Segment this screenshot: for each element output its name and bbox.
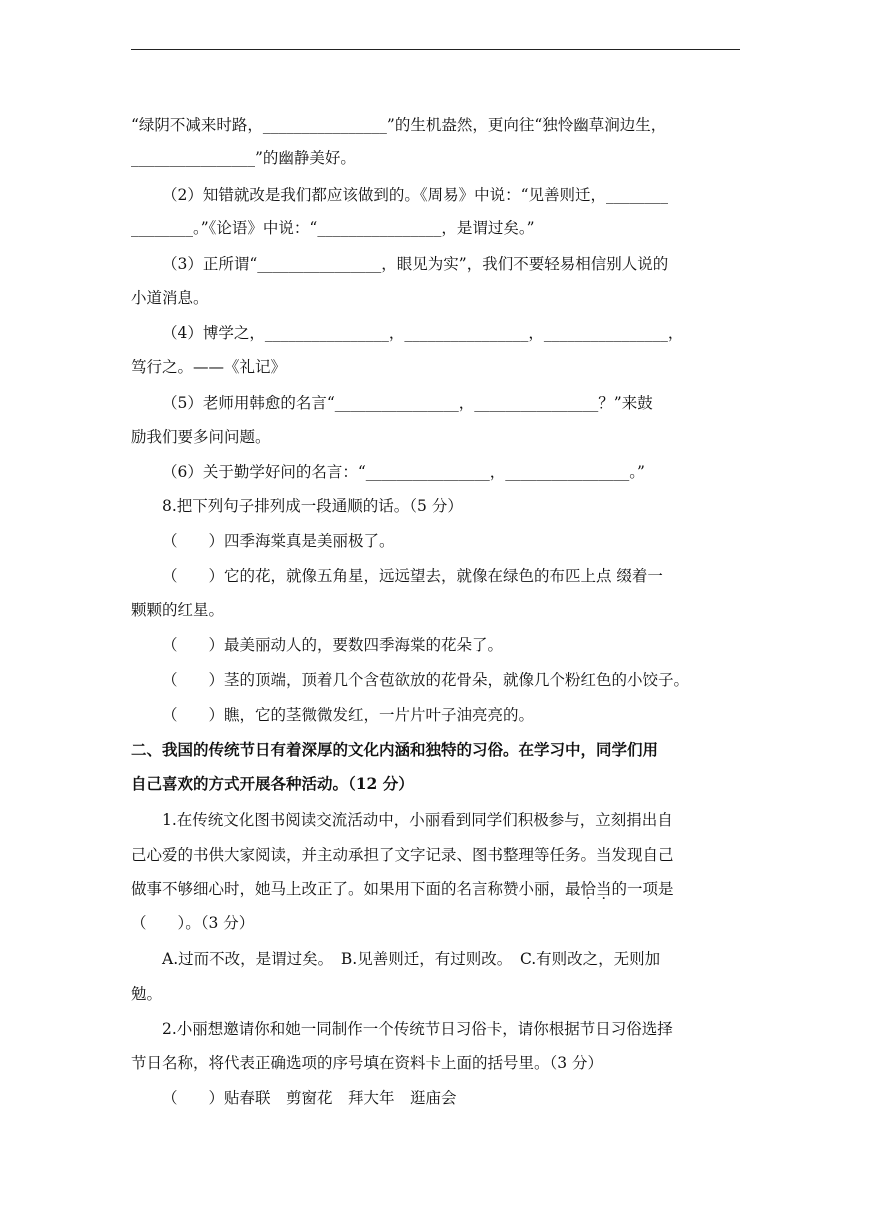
text-line: “绿阴不减来时路，________________”的生机盎然，更向往“独怜幽草涧边生， bbox=[131, 116, 667, 134]
text-line: （2）知错就改是我们都应该做到的。《周易》中说：“见善则迁，________ bbox=[162, 186, 669, 204]
text-line: 勉。 bbox=[131, 985, 163, 1003]
question-8-title: 8.把下列句子排列成一段通顺的话。（5 分） bbox=[162, 497, 463, 515]
emphasis-char: 恰 bbox=[580, 880, 597, 898]
text-line bbox=[131, 879, 674, 899]
text-line: ________。”《论语》中说：“________________，是谓过矣。” bbox=[131, 219, 535, 237]
text-line: （ ）最美丽动人的，要数四季海棠的花朵了。 bbox=[162, 636, 504, 654]
text-line: ________________”的幽静美好。 bbox=[131, 149, 356, 167]
text-line: （5）老师用韩愈的名言“________________，________________？”来鼓 bbox=[162, 394, 653, 412]
text-line: 笃行之。——《礼记》 bbox=[131, 358, 287, 376]
text-line: （4）博学之，________________，________________，________________， bbox=[162, 324, 684, 342]
text-line: 小道消息。 bbox=[131, 289, 209, 307]
text-line: 2.小丽想邀请你和她一同制作一个传统节日习俗卡，请你根据节日习俗选择 bbox=[162, 1020, 673, 1038]
text-line: 励我们要多问问题。 bbox=[131, 428, 271, 446]
text-line: （ ）瞧，它的茎微微发红，一片片叶子油亮亮的。 bbox=[162, 706, 535, 724]
text-line: 1.在传统文化图书阅读交流活动中，小丽看到同学们积极参与，立刻捐出自 bbox=[162, 811, 673, 829]
text-line: （ ）。（3 分） bbox=[131, 914, 255, 932]
text-line: （ ）茎的顶端，顶着几个含苞欲放的花骨朵，就像几个粉红色的小饺子。 bbox=[162, 671, 690, 689]
text-line: 节日名称，将代表正确选项的序号填在资料卡上面的括号里。（3 分） bbox=[131, 1054, 604, 1072]
text-line: （3）正所谓“________________，眼见为实”，我们不要轻易相信别人说的 bbox=[162, 255, 669, 273]
text-line: （ ）贴春联 剪窗花 拜大年 逛庙会 bbox=[162, 1089, 457, 1107]
section-2-heading-cont: 自己喜欢的方式开展各种活动。（12 分） bbox=[131, 774, 414, 793]
text-line: 己心爱的书供大家阅读，并主动承担了文字记录、图书整理等任务。当发现自己 bbox=[131, 846, 674, 864]
section-2-heading: 二、我国的传统节日有着深厚的文化内涵和独特的习俗。在学习中，同学们用 bbox=[131, 740, 659, 759]
header-rule bbox=[131, 49, 740, 50]
text-line: 颗颗的红星。 bbox=[131, 601, 225, 619]
text-line: （6）关于勤学好问的名言：“________________，________________。” bbox=[162, 463, 645, 481]
text-segment: 的一项是 bbox=[611, 880, 674, 898]
text-segment: 做事不够细心时，她马上改正了。如果用下面的名言称赞小丽，最 bbox=[131, 880, 581, 898]
text-line: （ ）四季海棠真是美丽极了。 bbox=[162, 532, 395, 550]
text-line: （ ）它的花，就像五角星，远远望去，就像在绿色的布匹上点 缀着一 bbox=[162, 567, 663, 585]
emphasis-char: 当 bbox=[596, 880, 612, 898]
options-line: A.过而不改，是谓过矣。 B.见善则迁，有过则改。 C.有则改之，无则加 bbox=[162, 950, 661, 968]
